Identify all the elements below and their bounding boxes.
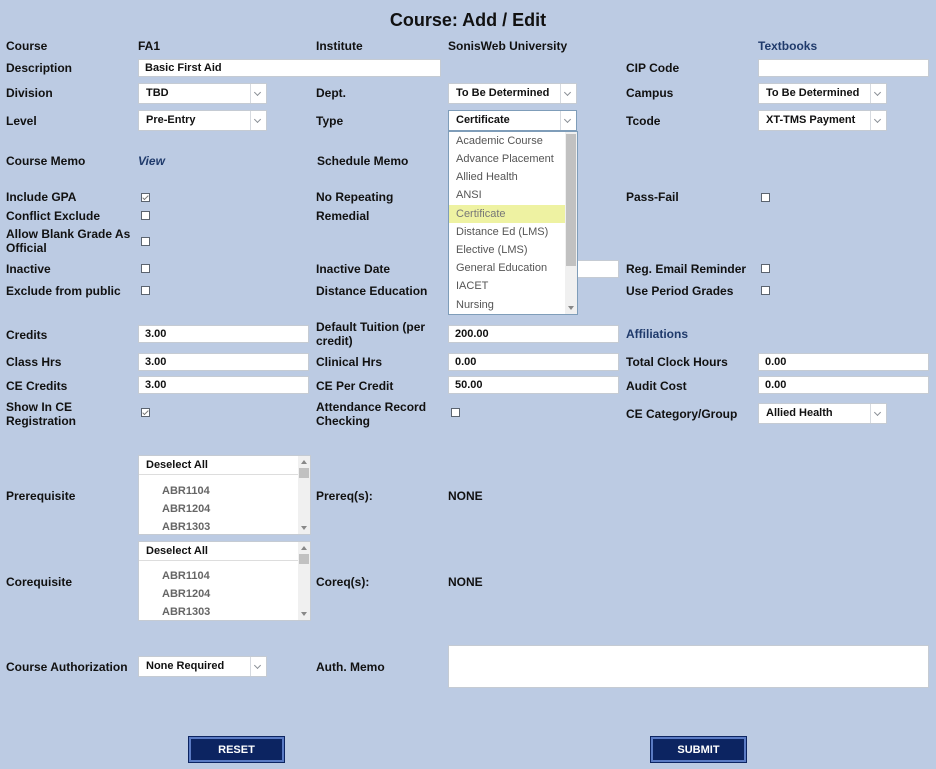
pass-fail-checkbox[interactable] bbox=[761, 193, 770, 202]
type-option[interactable]: Elective (LMS) bbox=[456, 244, 528, 256]
ce-category-select[interactable] bbox=[758, 403, 887, 424]
exclude-public-checkbox[interactable] bbox=[141, 286, 150, 295]
include-gpa-checkbox[interactable] bbox=[141, 193, 150, 202]
description-input[interactable]: Basic First Aid bbox=[138, 59, 441, 77]
chevron-down-icon bbox=[250, 657, 266, 676]
reset-button[interactable]: RESET bbox=[189, 737, 284, 762]
distance-education-label: Distance Education bbox=[316, 284, 428, 298]
course-authorization-value: None Required bbox=[146, 660, 225, 672]
exclude-public-label: Exclude from public bbox=[6, 284, 121, 298]
chevron-down-icon bbox=[870, 404, 886, 423]
scroll-down-icon[interactable] bbox=[565, 302, 577, 314]
clinical-hrs-input[interactable]: 0.00 bbox=[448, 353, 619, 371]
type-dropdown-list[interactable] bbox=[448, 131, 578, 315]
schedule-memo-label: Schedule Memo bbox=[317, 154, 409, 168]
list-item[interactable]: ABR1104 bbox=[162, 485, 210, 497]
no-repeating-label: No Repeating bbox=[316, 190, 394, 204]
dept-label: Dept. bbox=[316, 86, 346, 100]
institute-value: SonisWeb University bbox=[448, 39, 568, 53]
course-memo-label: Course Memo bbox=[6, 154, 86, 168]
allow-blank-grade-label: Allow Blank Grade As Official bbox=[6, 227, 131, 255]
scroll-up-icon[interactable] bbox=[298, 456, 310, 468]
institute-label: Institute bbox=[316, 39, 363, 53]
course-label: Course bbox=[6, 39, 48, 53]
affiliations-link[interactable]: Affiliations bbox=[626, 327, 688, 341]
scrollbar-thumb[interactable] bbox=[299, 554, 309, 564]
type-option-highlighted[interactable]: Certificate bbox=[449, 205, 567, 223]
level-value: Pre-Entry bbox=[146, 114, 196, 126]
ce-category-label: CE Category/Group bbox=[626, 407, 738, 421]
division-label: Division bbox=[6, 86, 53, 100]
dept-select[interactable] bbox=[448, 83, 577, 104]
list-item[interactable]: ABR1204 bbox=[162, 503, 211, 515]
cip-code-label: CIP Code bbox=[626, 61, 680, 75]
textbooks-link[interactable]: Textbooks bbox=[758, 39, 818, 53]
level-label: Level bbox=[6, 114, 37, 128]
prerequisite-deselect-all[interactable]: Deselect All bbox=[139, 456, 298, 475]
tcode-label: Tcode bbox=[626, 114, 661, 128]
attendance-record-label: Attendance Record Checking bbox=[316, 400, 427, 428]
course-authorization-label: Course Authorization bbox=[6, 660, 128, 674]
class-hrs-input[interactable]: 3.00 bbox=[138, 353, 309, 371]
list-item[interactable]: ABR1303 bbox=[162, 606, 211, 618]
conflict-exclude-checkbox[interactable] bbox=[141, 211, 150, 220]
type-option[interactable]: Advance Placement bbox=[456, 153, 554, 165]
show-in-ce-checkbox[interactable] bbox=[141, 408, 150, 417]
chevron-down-icon bbox=[560, 84, 576, 103]
reg-email-reminder-checkbox[interactable] bbox=[761, 264, 770, 273]
type-select[interactable] bbox=[448, 110, 577, 131]
scrollbar-thumb[interactable] bbox=[299, 468, 309, 478]
prerequisite-listbox[interactable] bbox=[138, 455, 311, 535]
chevron-down-icon bbox=[870, 111, 886, 130]
dept-value: To Be Determined bbox=[456, 87, 550, 99]
cip-code-input[interactable] bbox=[758, 59, 929, 77]
type-label: Type bbox=[316, 114, 344, 128]
auth-memo-textarea[interactable] bbox=[448, 645, 929, 688]
ce-per-credit-input[interactable]: 50.00 bbox=[448, 376, 619, 394]
chevron-down-icon bbox=[870, 84, 886, 103]
audit-cost-input[interactable]: 0.00 bbox=[758, 376, 929, 394]
scroll-down-icon[interactable] bbox=[298, 522, 310, 534]
scroll-up-icon[interactable] bbox=[298, 542, 310, 554]
submit-button[interactable]: SUBMIT bbox=[651, 737, 746, 762]
course-authorization-select[interactable] bbox=[138, 656, 267, 677]
scrollbar-thumb[interactable] bbox=[566, 134, 576, 266]
prerequisite-scrollbar[interactable] bbox=[298, 456, 310, 534]
type-dropdown-scrollbar[interactable] bbox=[565, 132, 577, 314]
type-option[interactable]: Allied Health bbox=[456, 171, 518, 183]
prerequisite-label: Prerequisite bbox=[6, 489, 76, 503]
attendance-record-checkbox[interactable] bbox=[451, 408, 460, 417]
type-option[interactable]: Academic Course bbox=[456, 135, 543, 147]
type-option[interactable]: ANSI bbox=[456, 189, 482, 201]
credits-input[interactable]: 3.00 bbox=[138, 325, 309, 343]
remedial-label: Remedial bbox=[316, 209, 370, 223]
default-tuition-input[interactable]: 200.00 bbox=[448, 325, 619, 343]
division-select[interactable] bbox=[138, 83, 267, 104]
type-option[interactable]: Nursing bbox=[456, 299, 494, 311]
coreqs-label: Coreq(s): bbox=[316, 575, 370, 589]
campus-select[interactable] bbox=[758, 83, 887, 104]
course-memo-view-link[interactable]: View bbox=[138, 154, 165, 168]
campus-label: Campus bbox=[626, 86, 674, 100]
type-option[interactable]: IACET bbox=[456, 280, 489, 292]
type-option[interactable]: General Education bbox=[456, 262, 548, 274]
campus-value: To Be Determined bbox=[766, 87, 860, 99]
ce-per-credit-label: CE Per Credit bbox=[316, 379, 394, 393]
prereqs-label: Prereq(s): bbox=[316, 489, 373, 503]
tcode-value: XT-TMS Payment bbox=[766, 114, 856, 126]
chevron-down-icon bbox=[560, 111, 576, 130]
chevron-down-icon bbox=[250, 84, 266, 103]
reg-email-reminder-label: Reg. Email Reminder bbox=[626, 262, 747, 276]
tcode-select[interactable] bbox=[758, 110, 887, 131]
corequisite-deselect-all[interactable]: Deselect All bbox=[139, 542, 298, 561]
type-option[interactable]: Distance Ed (LMS) bbox=[456, 226, 549, 238]
chevron-down-icon bbox=[250, 111, 266, 130]
inactive-label: Inactive bbox=[6, 262, 51, 276]
ce-category-value: Allied Health bbox=[766, 407, 833, 419]
default-tuition-label: Default Tuition (per credit) bbox=[316, 320, 426, 348]
division-value: TBD bbox=[146, 87, 169, 99]
ce-credits-label: CE Credits bbox=[6, 379, 68, 393]
course-value: FA1 bbox=[138, 39, 161, 53]
conflict-exclude-label: Conflict Exclude bbox=[6, 209, 101, 223]
use-period-grades-label: Use Period Grades bbox=[626, 284, 734, 298]
auth-memo-label: Auth. Memo bbox=[316, 660, 385, 674]
corequisite-listbox[interactable] bbox=[138, 541, 311, 621]
inactive-checkbox[interactable] bbox=[141, 264, 150, 273]
prereqs-value: NONE bbox=[448, 489, 483, 503]
type-value: Certificate bbox=[456, 114, 510, 126]
clinical-hrs-label: Clinical Hrs bbox=[316, 355, 383, 369]
class-hrs-label: Class Hrs bbox=[6, 355, 62, 369]
list-item[interactable]: ABR1303 bbox=[162, 521, 211, 533]
use-period-grades-checkbox[interactable] bbox=[761, 286, 770, 295]
inactive-date-label: Inactive Date bbox=[316, 262, 391, 276]
total-clock-hours-label: Total Clock Hours bbox=[626, 355, 728, 369]
level-select[interactable] bbox=[138, 110, 267, 131]
list-item[interactable]: ABR1104 bbox=[162, 570, 210, 582]
allow-blank-grade-checkbox[interactable] bbox=[141, 237, 150, 246]
list-item[interactable]: ABR1204 bbox=[162, 588, 211, 600]
scroll-down-icon[interactable] bbox=[298, 608, 310, 620]
show-in-ce-label: Show In CE Registration bbox=[6, 400, 77, 428]
credits-label: Credits bbox=[6, 328, 48, 342]
corequisite-label: Corequisite bbox=[6, 575, 73, 589]
ce-credits-input[interactable]: 3.00 bbox=[138, 376, 309, 394]
page-title: Course: Add / Edit bbox=[389, 10, 547, 30]
corequisite-scrollbar[interactable] bbox=[298, 542, 310, 620]
coreqs-value: NONE bbox=[448, 575, 483, 589]
total-clock-hours-input[interactable]: 0.00 bbox=[758, 353, 929, 371]
description-label: Description bbox=[6, 61, 73, 75]
include-gpa-label: Include GPA bbox=[6, 190, 77, 204]
pass-fail-label: Pass-Fail bbox=[626, 190, 679, 204]
audit-cost-label: Audit Cost bbox=[626, 379, 687, 393]
